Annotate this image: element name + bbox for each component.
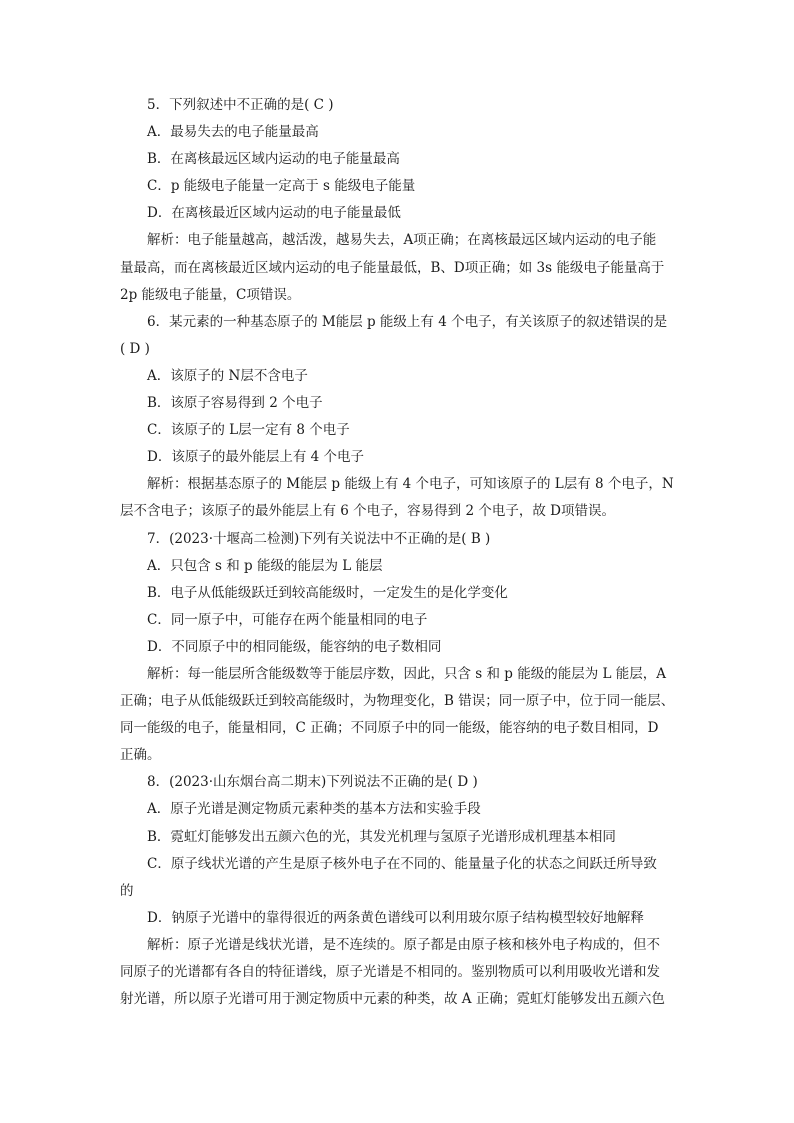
- text-line: 的: [120, 882, 134, 899]
- text-line: B．在离核最远区域内运动的电子能量最高: [147, 151, 400, 168]
- text-line: B．电子从低能级跃迁到较高能级时，一定发生的是化学变化: [147, 584, 508, 601]
- text-line: A．只包含 s 和 p 能级的能层为 L 能层: [147, 557, 383, 574]
- text-line: 正确；电子从低能级跃迁到较高能级时，为物理变化，B 错误；同一原子中，位于同一能层、: [120, 693, 675, 710]
- text-line: 7．(2023·十堰高二检测)下列有关说法中不正确的是( B ): [147, 530, 491, 547]
- text-line: 量最高，而在离核最近区域内运动的电子能量最低，B、D项正确；如 3s 能级电子能量高于: [120, 259, 665, 276]
- text-line: B．该原子容易得到 2 个电子: [147, 395, 323, 412]
- text-line: D．在离核最近区域内运动的电子能量最低: [147, 205, 401, 222]
- text-line: 解析：电子能量越高，越活泼，越易失去，A项正确；在离核最远区域内运动的电子能: [147, 232, 657, 249]
- text-line: C．该原子的 L层一定有 8 个电子: [147, 422, 350, 439]
- text-line: 6．某元素的一种基态原子的 M能层 p 能级上有 4 个电子，有关该原子的叙述错误的是: [147, 313, 668, 330]
- text-line: D．钠原子光谱中的靠得很近的两条黄色谱线可以利用玻尔原子结构模型较好地解释: [147, 909, 644, 926]
- text-line: D．该原子的最外能层上有 4 个电子: [147, 449, 364, 466]
- text-line: C．同一原子中，可能存在两个能量相同的电子: [147, 611, 428, 628]
- text-line: 同原子的光谱都有各自的特征谱线，原子光谱是不相同的。鉴别物质可以利用吸收光谱和发: [120, 964, 660, 980]
- text-line: 射光谱，所以原子光谱可用于测定物质中元素的种类，故 A 正确；霓虹灯能够发出五颜六色: [120, 991, 665, 1008]
- text-line: 8．(2023·山东烟台高二期末)下列说法不正确的是( D ): [147, 774, 478, 791]
- text-line: 层不含电子；该原子的最外能层上有 6 个电子，容易得到 2 个电子，故 D项错误。: [120, 503, 615, 520]
- text-line: D．不同原子中的相同能级，能容纳的电子数相同: [147, 638, 442, 655]
- text-line: 同一能级的电子，能量相同，C 正确；不同原子中的同一能级，能容纳的电子数目相同，D: [120, 720, 659, 737]
- text-line: 解析：每一能层所含能级数等于能层序数，因此，只含 s 和 p 能级的能层为 L 能层，A: [147, 665, 667, 682]
- text-line: C．p 能级电子能量一定高于 s 能级电子能量: [147, 178, 416, 195]
- text-line: ( D ): [120, 340, 150, 357]
- text-line: A．最易失去的电子能量最高: [147, 124, 319, 141]
- text-line: A．原子光谱是测定物质元素种类的基本方法和实验手段: [147, 801, 481, 818]
- text-line: 5．下列叙述中不正确的是( C ): [147, 97, 334, 113]
- text-line: 2p 能级电子能量，C项错误。: [120, 286, 301, 303]
- text-line: 正确。: [120, 747, 161, 764]
- text-line: 解析：原子光谱是线状光谱，是不连续的。原子都是由原子核和核外电子构成的，但不: [147, 936, 660, 953]
- text-line: A．该原子的 N层不含电子: [147, 367, 308, 384]
- text-line: C．原子线状光谱的产生是原子核外电子在不同的、能量量子化的状态之间跃迁所导致: [147, 855, 657, 872]
- text-line: B．霓虹灯能够发出五颜六色的光，其发光机理与氢原子光谱形成机理基本相同: [147, 828, 616, 845]
- text-line: 解析：根据基态原子的 M能层 p 能级上有 4 个电子，可知该原子的 L层有 8 个电子，N: [147, 476, 674, 493]
- document-body: [120, 92, 680, 1013]
